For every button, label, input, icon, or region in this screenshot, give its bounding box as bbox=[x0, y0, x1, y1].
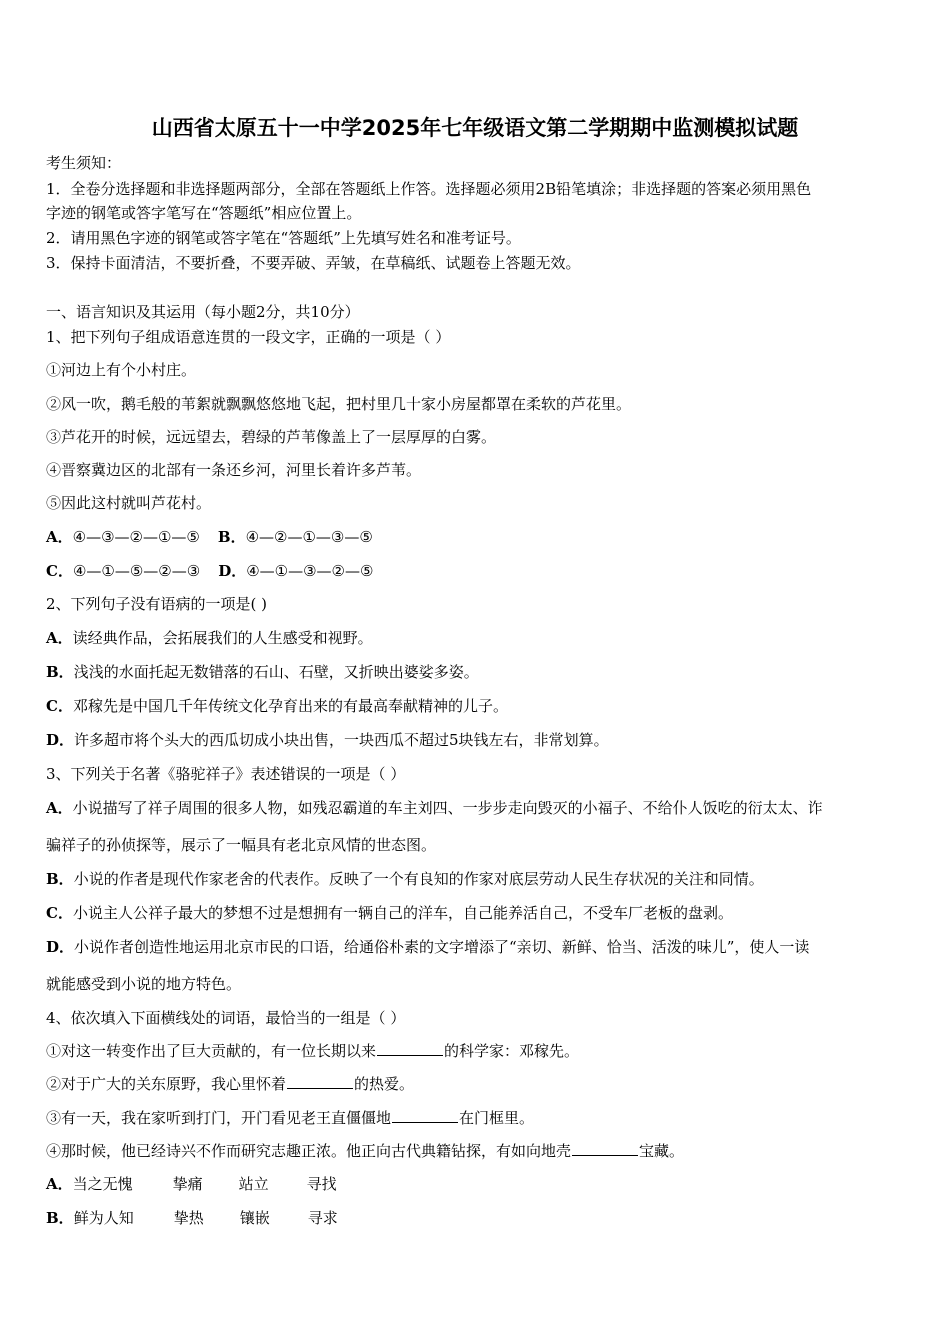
option-word: 寻求 bbox=[307, 1209, 338, 1227]
option-letter: C． bbox=[46, 562, 73, 580]
question-sentence: ③芦花开的时候，远远望去，碧绿的芦苇像盖上了一层厚厚的白雾。 bbox=[46, 428, 497, 446]
fill-blank[interactable] bbox=[287, 1074, 353, 1089]
fill-before: ②对于广大的关东原野，我心里怀着 bbox=[46, 1075, 287, 1093]
notice-heading: 考生须知： bbox=[46, 154, 122, 172]
fill-after: 的科学家：邓稼先。 bbox=[444, 1042, 580, 1060]
option-text: 小说的作者是现代作家老舍的代表作。反映了一个有良知的作家对底层劳动人民生存状况的关注和同情。 bbox=[73, 870, 764, 888]
notice-item: 3．保持卡面清洁，不要折叠，不要弄破、弄皱，在草稿纸、试题卷上答题无效。 bbox=[46, 254, 581, 272]
option-continuation: 骗祥子的孙侦探等，展示了一幅具有老北京风情的世态图。 bbox=[46, 836, 437, 854]
option-text: ④—①—⑤—②—③ bbox=[72, 562, 201, 580]
option-a[interactable] bbox=[46, 798, 823, 818]
option-word: 镶嵌 bbox=[239, 1209, 270, 1227]
option-b[interactable] bbox=[218, 528, 373, 546]
option-d[interactable] bbox=[46, 730, 609, 750]
option-letter: D． bbox=[46, 938, 75, 956]
option-row bbox=[46, 527, 373, 547]
option-b[interactable] bbox=[46, 662, 479, 682]
question-sentence: ④晋察冀边区的北部有一条还乡河，河里长着许多芦苇。 bbox=[46, 461, 422, 479]
notice-item: 字迹的钢笔或答字笔写在“答题纸”相应位置上。 bbox=[46, 204, 362, 222]
option-text: 小说作者创造性地运用北京市民的口语，给通俗朴素的文字增添了“亲切、新鲜、恰当、活泼的味儿”，使人一读 bbox=[74, 938, 810, 956]
option-letter: B． bbox=[46, 1209, 74, 1227]
option-text: 读经典作品，会拓展我们的人生感受和视野。 bbox=[72, 629, 373, 647]
question-sentence: ②风一吹，鹅毛般的苇絮就飘飘悠悠地飞起，把村里几十家小房屋都罩在柔软的芦花里。 bbox=[46, 395, 632, 413]
question-stem: 1、把下列句子组成语意连贯的一段文字，正确的一项是（ ） bbox=[46, 328, 451, 346]
fill-before: ①对这一转变作出了巨大贡献的，有一位长期以来 bbox=[46, 1042, 377, 1060]
option-a[interactable] bbox=[46, 528, 200, 546]
fill-blank[interactable] bbox=[572, 1141, 638, 1156]
option-letter: B． bbox=[217, 528, 246, 546]
option-word: 鲜为人知 bbox=[73, 1209, 134, 1227]
question-stem: 4、依次填入下面横线处的词语，最恰当的一组是（ ） bbox=[46, 1009, 406, 1027]
fill-blank[interactable] bbox=[392, 1108, 458, 1123]
question-stem: 2、下列句子没有语病的一项是( ) bbox=[46, 595, 268, 613]
fill-after: 的热爱。 bbox=[354, 1075, 415, 1093]
option-c[interactable] bbox=[46, 696, 508, 716]
option-d[interactable] bbox=[46, 937, 809, 957]
option-text: ④—③—②—①—⑤ bbox=[72, 528, 200, 546]
option-text: 浅浅的水面托起无数错落的石山、石壁，又折映出婆娑多姿。 bbox=[73, 663, 479, 681]
option-letter: A． bbox=[46, 799, 73, 817]
question-stem: 3、下列关于名著《骆驼祥子》表述错误的一项是（ ） bbox=[46, 765, 406, 783]
fill-before: ③有一天，我在家听到打门，开门看见老王直僵僵地 bbox=[46, 1109, 392, 1127]
section-heading: 一、语言知识及其运用（每小题2分，共10分） bbox=[46, 303, 360, 321]
option-b[interactable] bbox=[46, 869, 764, 889]
option-row bbox=[46, 561, 373, 581]
option-word: 寻找 bbox=[306, 1175, 337, 1193]
fill-sentence bbox=[46, 1074, 414, 1094]
notice-item: 1．全卷分选择题和非选择题两部分，全部在答题纸上作答。选择题必须用2B铅笔填涂；非选择题的答案必须用黑色 bbox=[46, 180, 812, 198]
option-letter: A． bbox=[46, 629, 73, 647]
option-c[interactable] bbox=[46, 903, 733, 923]
option-text: 小说主人公祥子最大的梦想不过是想拥有一辆自己的洋车，自己能养活自己，不受车厂老板的盘剥。 bbox=[72, 904, 733, 922]
option-b[interactable] bbox=[46, 1208, 338, 1228]
fill-sentence bbox=[46, 1041, 579, 1061]
option-text: 许多超市将个头大的西瓜切成小块出售，一块西瓜不超过5块钱左右，非常划算。 bbox=[74, 731, 609, 749]
fill-sentence bbox=[46, 1108, 534, 1128]
question-sentence: ①河边上有个小村庄。 bbox=[46, 361, 197, 379]
option-d[interactable] bbox=[218, 562, 373, 580]
question-sentence: ⑤因此这村就叫芦花村。 bbox=[46, 494, 212, 512]
option-letter: B． bbox=[46, 663, 74, 681]
option-word: 站立 bbox=[238, 1175, 269, 1193]
notice-item: 2．请用黑色字迹的钢笔或答字笔在“答题纸”上先填写姓名和准考证号。 bbox=[46, 229, 521, 247]
option-letter: C． bbox=[46, 904, 73, 922]
option-a[interactable] bbox=[46, 628, 373, 648]
fill-after: 在门框里。 bbox=[459, 1109, 535, 1127]
option-letter: A． bbox=[46, 1175, 73, 1193]
option-text: 小说描写了祥子周围的很多人物，如残忍霸道的车主刘四、一步步走向毁灭的小福子、不给仆人饭吃的衍太太、诈 bbox=[72, 799, 823, 817]
option-letter: A． bbox=[46, 528, 73, 546]
fill-blank[interactable] bbox=[377, 1041, 443, 1056]
option-letter: D． bbox=[218, 562, 247, 580]
option-word: 挚热 bbox=[173, 1209, 204, 1227]
fill-after: 宝藏。 bbox=[639, 1142, 685, 1160]
option-c[interactable] bbox=[46, 562, 200, 580]
option-text: ④—②—①—③—⑤ bbox=[245, 528, 373, 546]
option-text: 邓稼先是中国几千年传统文化孕育出来的有最高奉献精神的儿子。 bbox=[72, 697, 508, 715]
fill-before: ④那时候，他已经诗兴不作而研究志趣正浓。他正向古代典籍钻探，有如向地壳 bbox=[46, 1142, 572, 1160]
page-title: 山西省太原五十一中学2025年七年级语文第二学期期中监测模拟试题 bbox=[151, 116, 799, 140]
option-letter: C． bbox=[46, 697, 73, 715]
option-letter: B． bbox=[46, 870, 74, 888]
option-letter: D． bbox=[46, 731, 75, 749]
option-word: 挚痛 bbox=[172, 1175, 203, 1193]
option-continuation: 就能感受到小说的地方特色。 bbox=[46, 975, 242, 993]
option-word: 当之无愧 bbox=[72, 1175, 133, 1193]
fill-sentence bbox=[46, 1141, 684, 1161]
option-a[interactable] bbox=[46, 1174, 337, 1194]
option-text: ④—①—③—②—⑤ bbox=[246, 562, 374, 580]
